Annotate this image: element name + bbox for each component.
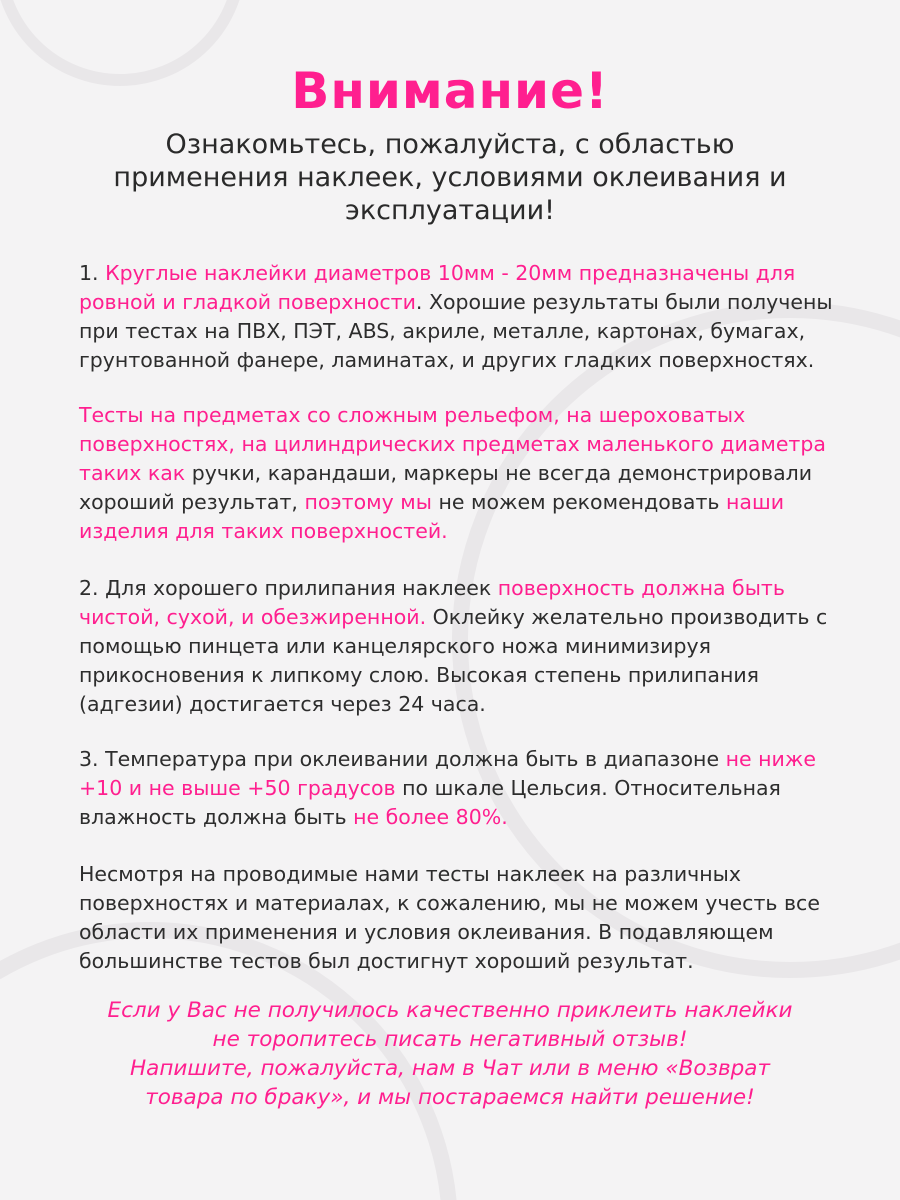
paragraph-disclaimer: Несмотря на проводимые нами тесты наклеек на различных поверхностях и материалах, к сожалению, мы не можем учесть все области их применения и условия оклеивания. В подавляющем большинстве тестов был достигнут хороший результат. bbox=[79, 862, 820, 973]
highlight-text: Круглые наклейки диаметров 10мм - 20мм предназначены для ровной и гладкой поверхности bbox=[79, 261, 796, 314]
highlight-text: поверхность должна быть чистой, сухой, и обезжиренной. bbox=[79, 576, 785, 629]
page-subtitle: Ознакомьтесь, пожалуйста, с областью применения наклеек, условиями оклеивания и эксплуатации! bbox=[113, 129, 787, 226]
closing-line: Если у Вас не получилось качественно приклеить наклейки bbox=[107, 998, 793, 1023]
body-text: Оклейку желательно производить с помощью пинцета или канцелярского ножа минимизируя прикосновения к липкому слою. Высокая степень прилипания (адгезии) достигается через 24 часа. bbox=[79, 605, 828, 716]
paragraph-temperature bbox=[79, 745, 839, 832]
paragraph-surface-types bbox=[79, 259, 839, 375]
page-title: Внимание! bbox=[291, 62, 609, 120]
closing-line: не торопитесь писать негативный отзыв! bbox=[212, 1027, 688, 1052]
body-text: 3. Температура при оклеивании должна быть в диапазоне bbox=[79, 747, 726, 771]
paragraph-number: 1. bbox=[79, 261, 106, 285]
paragraph-adhesion bbox=[79, 574, 839, 719]
highlight-text: поэтому мы bbox=[304, 490, 432, 514]
highlight-text: не ниже +10 и не выше +50 градусов bbox=[79, 747, 816, 800]
body-text: по шкале Цельсия. Относительная влажность должна быть bbox=[79, 776, 781, 829]
closing-appeal bbox=[60, 996, 840, 1112]
body-text: . Хорошие результаты были получены при тестах на ПВХ, ПЭТ, ABS, акриле, металле, картонах, бумагах, грунтованной фанере, ламинатах, и других гладких поверхностях. bbox=[79, 290, 833, 372]
paragraph-complex-surfaces bbox=[79, 401, 839, 546]
highlight-text: Тесты на предметах со сложным рельефом, на шероховатых поверхностях, на цилиндрических предметах маленького диаметра таких как bbox=[79, 403, 826, 485]
closing-line: Напишите, пожалуйста, нам в Чат или в меню «Возврат bbox=[130, 1056, 770, 1081]
body-text: 2. Для хорошего прилипания наклеек bbox=[79, 576, 498, 600]
closing-line: товара по браку», и мы постараемся найти решение! bbox=[145, 1085, 755, 1110]
highlight-text: не более 80%. bbox=[353, 805, 508, 829]
body-text: ручки, карандаши, маркеры не всегда демонстрировали хороший результат, bbox=[79, 461, 813, 514]
body-text: не можем рекомендовать bbox=[431, 490, 726, 514]
highlight-text: наши изделия для таких поверхностей. bbox=[79, 490, 785, 543]
